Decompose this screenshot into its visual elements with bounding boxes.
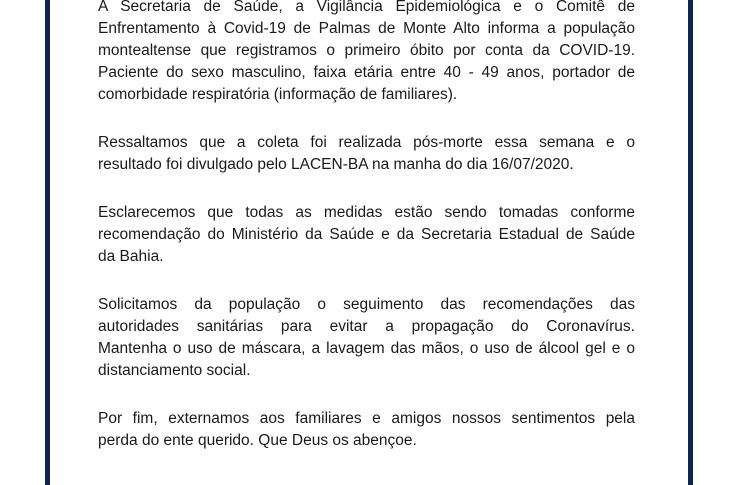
document-body [98,0,635,452]
paragraph-line: A Secretaria de Saúde, a Vigilância Epidemiológica e o Comitê de [98,0,635,15]
paragraph-line: Esclarecemos que todas as medidas estão sendo tomadas conforme [98,204,635,221]
paragraph-line: Paciente do sexo masculino, faixa etária entre 40 - 49 anos, portador de [98,64,635,81]
paragraph-line: perda do ente querido. Que Deus os abençoe. [98,432,417,449]
paragraph [98,294,635,382]
paragraph-line: autoridades sanitárias para evitar a propagação do Coronavírus. [98,318,635,335]
page-border-left [45,0,50,485]
paragraph-line: Mantenha o uso de máscara, a lavagem das mãos, o uso de álcool gel e o [98,340,635,357]
paragraph-line: Enfrentamento à Covid-19 de Palmas de Monte Alto informa a população [98,20,635,37]
paragraph-line: montealtense que registramos o primeiro óbito por conta da COVID-19. [98,42,635,59]
paragraph-line: comorbidade respiratória (informação de familiares). [98,86,458,103]
paragraph [98,0,635,106]
paragraph-line: distanciamento social. [98,362,251,379]
paragraph-line: resultado foi divulgado pelo LACEN-BA na manha do dia 16/07/2020. [98,156,574,173]
paragraph-line: Ressaltamos que a coleta foi realizada pós-morte essa semana e o [98,134,635,151]
paragraph [98,202,635,268]
paragraph-line: recomendação do Ministério da Saúde e da Secretaria Estadual de Saúde [98,226,635,243]
paragraph-line: Solicitamos da população o seguimento das recomendações das [98,296,635,313]
paragraph-line: Por fim, externamos aos familiares e amigos nossos sentimentos pela [98,410,635,427]
paragraph-line: da Bahia. [98,248,164,265]
paragraph [98,408,635,452]
paragraph [98,132,635,176]
page-border-right [688,0,693,485]
